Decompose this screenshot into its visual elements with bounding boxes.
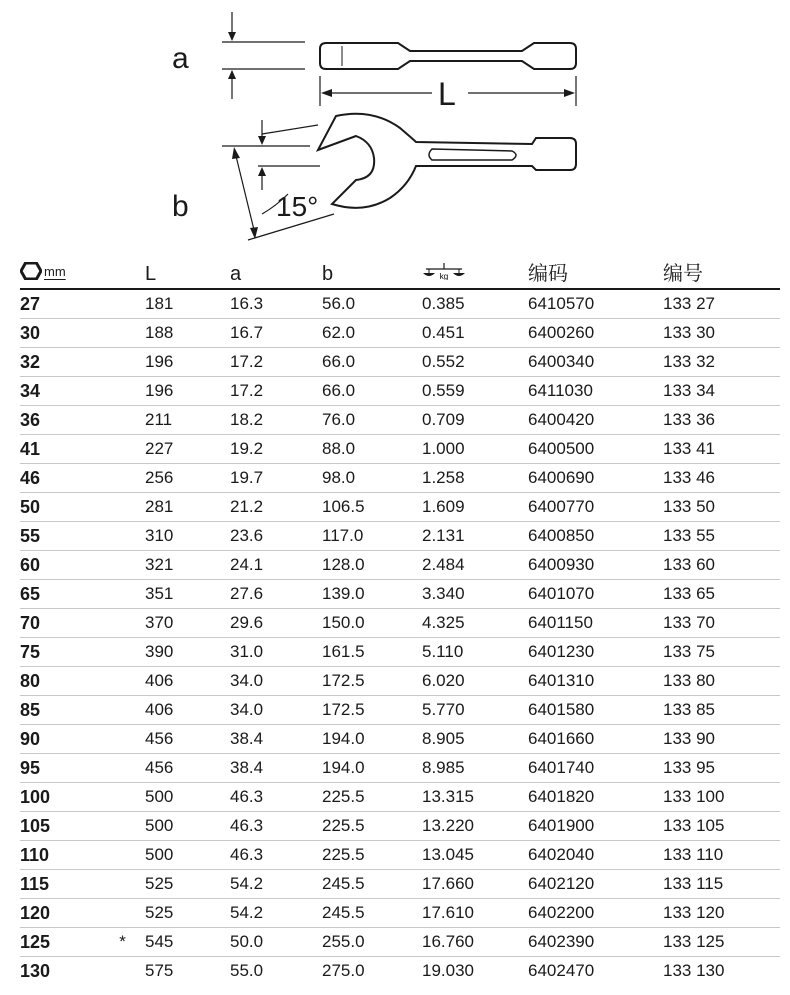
cell-b: 128.0 xyxy=(322,551,422,580)
cell-a: 34.0 xyxy=(230,696,322,725)
cell-note-mark xyxy=(100,406,145,435)
cell-b: 150.0 xyxy=(322,609,422,638)
table-row xyxy=(20,580,780,609)
cell-length: 406 xyxy=(145,667,230,696)
table-row xyxy=(20,377,780,406)
cell-code: 6402470 xyxy=(528,961,595,980)
label-angle: 15° xyxy=(276,191,319,222)
cell-code: 6400770 xyxy=(528,493,663,522)
cell-number: 133 120 xyxy=(663,899,780,928)
cell-b: 66.0 xyxy=(322,348,422,377)
cell-size: 110 xyxy=(20,841,100,870)
cell-weight: 4.325 xyxy=(422,609,528,638)
cell-b: 255.0 xyxy=(322,928,422,957)
cell-size: 60 xyxy=(20,551,100,580)
cell-code: 6401900 xyxy=(528,812,663,841)
table-row xyxy=(20,899,780,928)
table-row xyxy=(20,319,780,348)
cell-number: 133 110 xyxy=(663,841,780,870)
cell-code: 6401070 xyxy=(528,580,663,609)
cell-number: 133 36 xyxy=(663,406,780,435)
cell-length: 525 xyxy=(145,899,230,928)
specification-table xyxy=(20,254,780,985)
cell-length: 211 xyxy=(145,406,230,435)
cell-a: 18.2 xyxy=(230,406,322,435)
header-b: b xyxy=(322,254,422,289)
cell-a: 55.0 xyxy=(230,961,264,980)
cell-weight: 6.020 xyxy=(422,667,528,696)
cell-weight: 3.340 xyxy=(422,580,528,609)
cell-a: 54.2 xyxy=(230,899,322,928)
cell-b: 66.0 xyxy=(322,377,422,406)
cell-a: 38.4 xyxy=(230,754,322,783)
label-b: b xyxy=(172,190,189,223)
arrow-up-icon xyxy=(258,167,266,176)
cell-code: 6402040 xyxy=(528,841,663,870)
cell-number: 133 60 xyxy=(663,551,780,580)
cell-note-mark xyxy=(100,609,145,638)
cell-number: 133 41 xyxy=(663,435,780,464)
cell-b: 194.0 xyxy=(322,725,422,754)
cell-b: 275.0 xyxy=(322,961,365,980)
cell-a: 24.1 xyxy=(230,551,322,580)
cell-weight: 13.315 xyxy=(422,783,528,812)
cell-weight: 17.660 xyxy=(422,870,528,899)
cell-weight: 5.770 xyxy=(422,696,528,725)
cell-note-mark xyxy=(100,580,145,609)
cell-b: 106.5 xyxy=(322,493,422,522)
cell-b: 98.0 xyxy=(322,464,422,493)
cell-a: 19.2 xyxy=(230,435,322,464)
cell-b: 245.5 xyxy=(322,870,422,899)
cell-number: 133 27 xyxy=(663,289,780,319)
cell-size: 75 xyxy=(20,638,100,667)
cell-number: 133 65 xyxy=(663,580,780,609)
cell-length: 181 xyxy=(145,289,230,319)
cell-a: 46.3 xyxy=(230,841,322,870)
cell-code: 6401310 xyxy=(528,667,663,696)
cell-weight: 1.258 xyxy=(422,464,528,493)
cell-length: 351 xyxy=(145,580,230,609)
cell-number: 133 115 xyxy=(663,870,780,899)
cell-size: 90 xyxy=(20,725,100,754)
cell-length: 390 xyxy=(145,638,230,667)
cell-note-mark: * xyxy=(100,928,145,957)
cell-size: 130 xyxy=(20,960,51,981)
cell-b: 245.5 xyxy=(322,899,422,928)
cell-size: 55 xyxy=(20,522,100,551)
cell-a: 16.7 xyxy=(230,319,322,348)
cell-number: 133 32 xyxy=(663,348,780,377)
cell-length: 256 xyxy=(145,464,230,493)
cell-number: 133 95 xyxy=(663,754,780,783)
cell-weight: 0.709 xyxy=(422,406,528,435)
table-row xyxy=(20,841,780,870)
cell-note-mark xyxy=(100,725,145,754)
cell-a: 54.2 xyxy=(230,870,322,899)
cell-note-mark xyxy=(100,435,145,464)
cell-note-mark xyxy=(100,754,145,783)
cell-size: 105 xyxy=(20,812,100,841)
cell-weight: 1.000 xyxy=(422,435,528,464)
cell-a: 16.3 xyxy=(230,289,322,319)
cell-weight: 16.760 xyxy=(422,928,528,957)
cell-code: 6400690 xyxy=(528,464,663,493)
cell-length: 196 xyxy=(145,348,230,377)
table-row xyxy=(20,870,780,899)
cell-note-mark xyxy=(100,667,145,696)
cell-a: 17.2 xyxy=(230,348,322,377)
cell-size: 32 xyxy=(20,348,100,377)
cell-length: 281 xyxy=(145,493,230,522)
scale-weight-icon xyxy=(422,262,466,280)
cell-number: 133 50 xyxy=(663,493,780,522)
wrench-dimension-diagram xyxy=(0,0,790,250)
cell-note-mark xyxy=(100,870,145,899)
cell-weight: 13.045 xyxy=(422,841,528,870)
cell-size: 100 xyxy=(20,783,100,812)
cell-length: 196 xyxy=(145,377,230,406)
cell-number: 133 90 xyxy=(663,725,780,754)
arrow-down-icon xyxy=(258,136,266,145)
cell-b: 139.0 xyxy=(322,580,422,609)
table-row xyxy=(20,638,780,667)
table-row xyxy=(20,754,780,783)
cell-note-mark xyxy=(100,696,145,725)
cell-note-mark xyxy=(100,841,145,870)
hexagon-nut-icon xyxy=(20,262,42,280)
cell-b: 88.0 xyxy=(322,435,422,464)
table-row xyxy=(20,464,780,493)
table-row xyxy=(20,289,780,319)
table-row xyxy=(20,783,780,812)
arrow-down-icon xyxy=(228,32,236,41)
cell-code: 6401740 xyxy=(528,754,663,783)
size-unit-label: mm xyxy=(44,263,66,279)
cell-b: 62.0 xyxy=(322,319,422,348)
cell-size: 30 xyxy=(20,319,100,348)
wrench-top-view xyxy=(318,114,576,208)
header-code: 编码 xyxy=(528,254,663,289)
cell-size: 80 xyxy=(20,667,100,696)
table-row xyxy=(20,348,780,377)
cell-note-mark xyxy=(100,319,145,348)
header-a: a xyxy=(230,254,322,289)
cell-note-mark xyxy=(100,812,145,841)
cell-a: 29.6 xyxy=(230,609,322,638)
cell-weight: 8.905 xyxy=(422,725,528,754)
cell-code: 6401150 xyxy=(528,609,663,638)
cell-b: 117.0 xyxy=(322,522,422,551)
cell-a: 21.2 xyxy=(230,493,322,522)
cell-code: 6400500 xyxy=(528,435,663,464)
header-L: L xyxy=(145,254,230,289)
arrow-right-icon xyxy=(564,89,575,97)
cell-code: 6401820 xyxy=(528,783,663,812)
cell-code: 6400930 xyxy=(528,551,663,580)
cell-note-mark xyxy=(100,783,145,812)
cell-code: 6402120 xyxy=(528,870,663,899)
cell-note-mark xyxy=(100,493,145,522)
dimension-b xyxy=(222,120,334,240)
cell-note-mark xyxy=(100,348,145,377)
cell-note-mark xyxy=(100,289,145,319)
cell-number: 133 30 xyxy=(663,319,780,348)
cell-a: 38.4 xyxy=(230,725,322,754)
cell-weight: 17.610 xyxy=(422,899,528,928)
cell-length: 321 xyxy=(145,551,230,580)
cell-length: 456 xyxy=(145,725,230,754)
cell-b: 225.5 xyxy=(322,841,422,870)
arrow-up-icon xyxy=(232,147,240,159)
cell-size: 125 xyxy=(20,928,100,957)
table-row xyxy=(20,435,780,464)
cell-note-mark xyxy=(100,638,145,667)
header-weight xyxy=(422,254,528,289)
cell-code: 6400260 xyxy=(528,319,663,348)
cell-length: 370 xyxy=(145,609,230,638)
table-row xyxy=(20,812,780,841)
table-row xyxy=(20,928,780,957)
cell-length: 575 xyxy=(145,961,174,980)
wrench-side-view xyxy=(320,43,576,69)
arrow-left-icon xyxy=(321,89,332,97)
cell-b: 225.5 xyxy=(322,783,422,812)
cell-size: 85 xyxy=(20,696,100,725)
cell-weight: 2.131 xyxy=(422,522,528,551)
cell-length: 188 xyxy=(145,319,230,348)
table-row xyxy=(20,493,780,522)
cell-a: 19.7 xyxy=(230,464,322,493)
cell-size: 46 xyxy=(20,464,100,493)
cell-weight: 13.220 xyxy=(422,812,528,841)
cell-number: 133 100 xyxy=(663,783,780,812)
table-row xyxy=(20,522,780,551)
cell-size: 115 xyxy=(20,870,100,899)
cell-code: 6400850 xyxy=(528,522,663,551)
cell-a: 50.0 xyxy=(230,928,322,957)
cell-size: 50 xyxy=(20,493,100,522)
cell-weight: 1.609 xyxy=(422,493,528,522)
cell-note-mark xyxy=(100,957,145,986)
cell-number: 133 75 xyxy=(663,638,780,667)
cell-number: 133 130 xyxy=(663,961,725,980)
cell-a: 46.3 xyxy=(230,783,322,812)
cell-note-mark xyxy=(100,551,145,580)
cell-number: 133 105 xyxy=(663,812,780,841)
table-header-row xyxy=(20,254,780,289)
cell-b: 225.5 xyxy=(322,812,422,841)
header-size xyxy=(20,254,100,289)
label-a: a xyxy=(172,42,189,75)
cell-note-mark xyxy=(100,899,145,928)
cell-number: 133 46 xyxy=(663,464,780,493)
cell-length: 500 xyxy=(145,841,230,870)
cell-weight: 19.030 xyxy=(422,961,474,980)
cell-size: 36 xyxy=(20,406,100,435)
cell-size: 65 xyxy=(20,580,100,609)
cell-note-mark xyxy=(100,522,145,551)
cell-length: 545 xyxy=(145,928,230,957)
arrow-up-icon xyxy=(228,70,236,79)
cell-a: 34.0 xyxy=(230,667,322,696)
cell-code: 6401580 xyxy=(528,696,663,725)
header-mark xyxy=(100,254,145,289)
cell-length: 525 xyxy=(145,870,230,899)
cell-weight: 8.985 xyxy=(422,754,528,783)
cell-code: 6410570 xyxy=(528,289,663,319)
cell-b: 161.5 xyxy=(322,638,422,667)
cell-number: 133 34 xyxy=(663,377,780,406)
cell-length: 456 xyxy=(145,754,230,783)
cell-b: 172.5 xyxy=(322,667,422,696)
cell-code: 6400340 xyxy=(528,348,663,377)
cell-code: 6402390 xyxy=(528,928,663,957)
cell-length: 406 xyxy=(145,696,230,725)
cell-a: 27.6 xyxy=(230,580,322,609)
cell-size: 95 xyxy=(20,754,100,783)
cell-number: 133 70 xyxy=(663,609,780,638)
cell-code: 6401230 xyxy=(528,638,663,667)
cell-weight: 0.385 xyxy=(422,289,528,319)
cell-weight: 5.110 xyxy=(422,638,528,667)
cell-weight: 2.484 xyxy=(422,551,528,580)
cell-a: 17.2 xyxy=(230,377,322,406)
cell-size: 27 xyxy=(20,289,100,319)
cell-note-mark xyxy=(100,464,145,493)
table-row xyxy=(20,406,780,435)
cell-length: 310 xyxy=(145,522,230,551)
header-number: 编号 xyxy=(663,254,780,289)
cell-a: 46.3 xyxy=(230,812,322,841)
cell-a: 23.6 xyxy=(230,522,322,551)
cell-b: 76.0 xyxy=(322,406,422,435)
cell-weight: 0.552 xyxy=(422,348,528,377)
cell-code: 6402200 xyxy=(528,899,663,928)
cell-number: 133 80 xyxy=(663,667,780,696)
table-row xyxy=(20,696,780,725)
cell-b: 56.0 xyxy=(322,289,422,319)
cell-number: 133 55 xyxy=(663,522,780,551)
table-row xyxy=(20,609,780,638)
cell-a: 31.0 xyxy=(230,638,322,667)
cell-note-mark xyxy=(100,377,145,406)
cell-code: 6401660 xyxy=(528,725,663,754)
cell-size: 34 xyxy=(20,377,100,406)
cell-b: 172.5 xyxy=(322,696,422,725)
cell-size: 120 xyxy=(20,899,100,928)
table-row xyxy=(20,957,780,986)
cell-code: 6411030 xyxy=(528,377,663,406)
cell-number: 133 85 xyxy=(663,696,780,725)
cell-length: 500 xyxy=(145,783,230,812)
cell-length: 500 xyxy=(145,812,230,841)
cell-length: 227 xyxy=(145,435,230,464)
cell-code: 6400420 xyxy=(528,406,663,435)
cell-number: 133 125 xyxy=(663,928,780,957)
cell-weight: 0.559 xyxy=(422,377,528,406)
cell-size: 70 xyxy=(20,609,100,638)
table-row xyxy=(20,667,780,696)
cell-b: 194.0 xyxy=(322,754,422,783)
label-L: L xyxy=(438,76,456,112)
weight-unit-label: kg xyxy=(439,272,449,280)
cell-size: 41 xyxy=(20,435,100,464)
cell-weight: 0.451 xyxy=(422,319,528,348)
table-row xyxy=(20,725,780,754)
table-row xyxy=(20,551,780,580)
dimension-a xyxy=(222,12,305,99)
